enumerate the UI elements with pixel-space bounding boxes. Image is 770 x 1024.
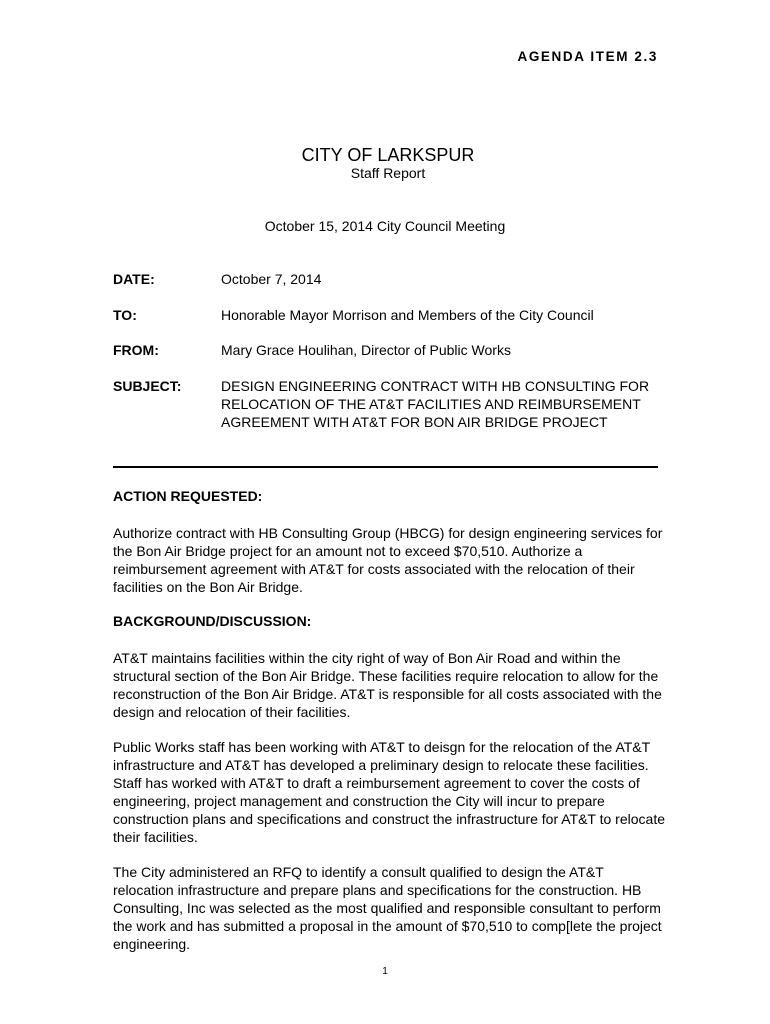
header-divider: [113, 466, 658, 468]
memo-to-label: TO:: [113, 307, 137, 323]
page-number: 1: [382, 966, 388, 977]
meeting-line: October 15, 2014 City Council Meeting: [264, 218, 506, 234]
background-heading: BACKGROUND/DISCUSSION:: [113, 613, 312, 629]
action-requested-text: Authorize contract with HB Consulting Group (HBCG) for design engineering services for the Bon Air Bridge project for an amount not to exceed $70,510. Authorize a reimbursement agreement with AT&T for costs associated with the relocation of their facilities on the Bon Air Bridge.: [113, 525, 663, 595]
city-title: CITY OF LARKSPUR: [301, 145, 475, 165]
memo-to-value: Honorable Mayor Morrison and Members of the City Council: [221, 307, 594, 323]
memo-subject-label: SUBJECT:: [113, 378, 182, 394]
action-requested-heading: ACTION REQUESTED:: [113, 488, 263, 504]
report-type: Staff Report: [350, 165, 426, 181]
memo-from-value: Mary Grace Houlihan, Director of Public Works: [221, 342, 511, 358]
memo-date-value: October 7, 2014: [221, 271, 322, 287]
agenda-item-label: AGENDA ITEM 2.3: [517, 49, 658, 64]
memo-from-label: FROM:: [113, 342, 159, 358]
memo-subject-value: DESIGN ENGINEERING CONTRACT WITH HB CONSULTING FOR RELOCATION OF THE AT&T FACILITIES AND REIMBURSEMENT AGREEMENT WITH AT&T FOR BON AIR BRIDGE PROJECT: [221, 378, 650, 430]
background-paragraph-3: The City administered an RFQ to identify a consult qualified to design the AT&T relocation infrastructure and prepare plans and specifications for the construction. HB Consulting, Inc was selected as the most qualified and responsible consultant to perform the work and has submitted a proposal in the amount of $70,510 to comp[lete the project engineering.: [113, 864, 662, 952]
background-paragraph-1: AT&T maintains facilities within the city right of way of Bon Air Road and within the structural section of the Bon Air Bridge. These facilities require relocation to allow for the reconstruction of the Bon Air Bridge. AT&T is responsible for all costs associated with the design and relocation of their facilities.: [113, 650, 662, 720]
memo-date-label: DATE:: [113, 271, 155, 287]
background-paragraph-2: Public Works staff has been working with AT&T to deisgn for the relocation of the AT&T infrastructure and AT&T has developed a preliminary design to relocate these facilities. Staff has worked with AT&T to draft a reimbursement agreement to cover the costs of engineering, project management and construction the City will incur to prepare construction plans and specifications and construct the infrastructure for AT&T to relocate their facilities.: [113, 739, 665, 845]
